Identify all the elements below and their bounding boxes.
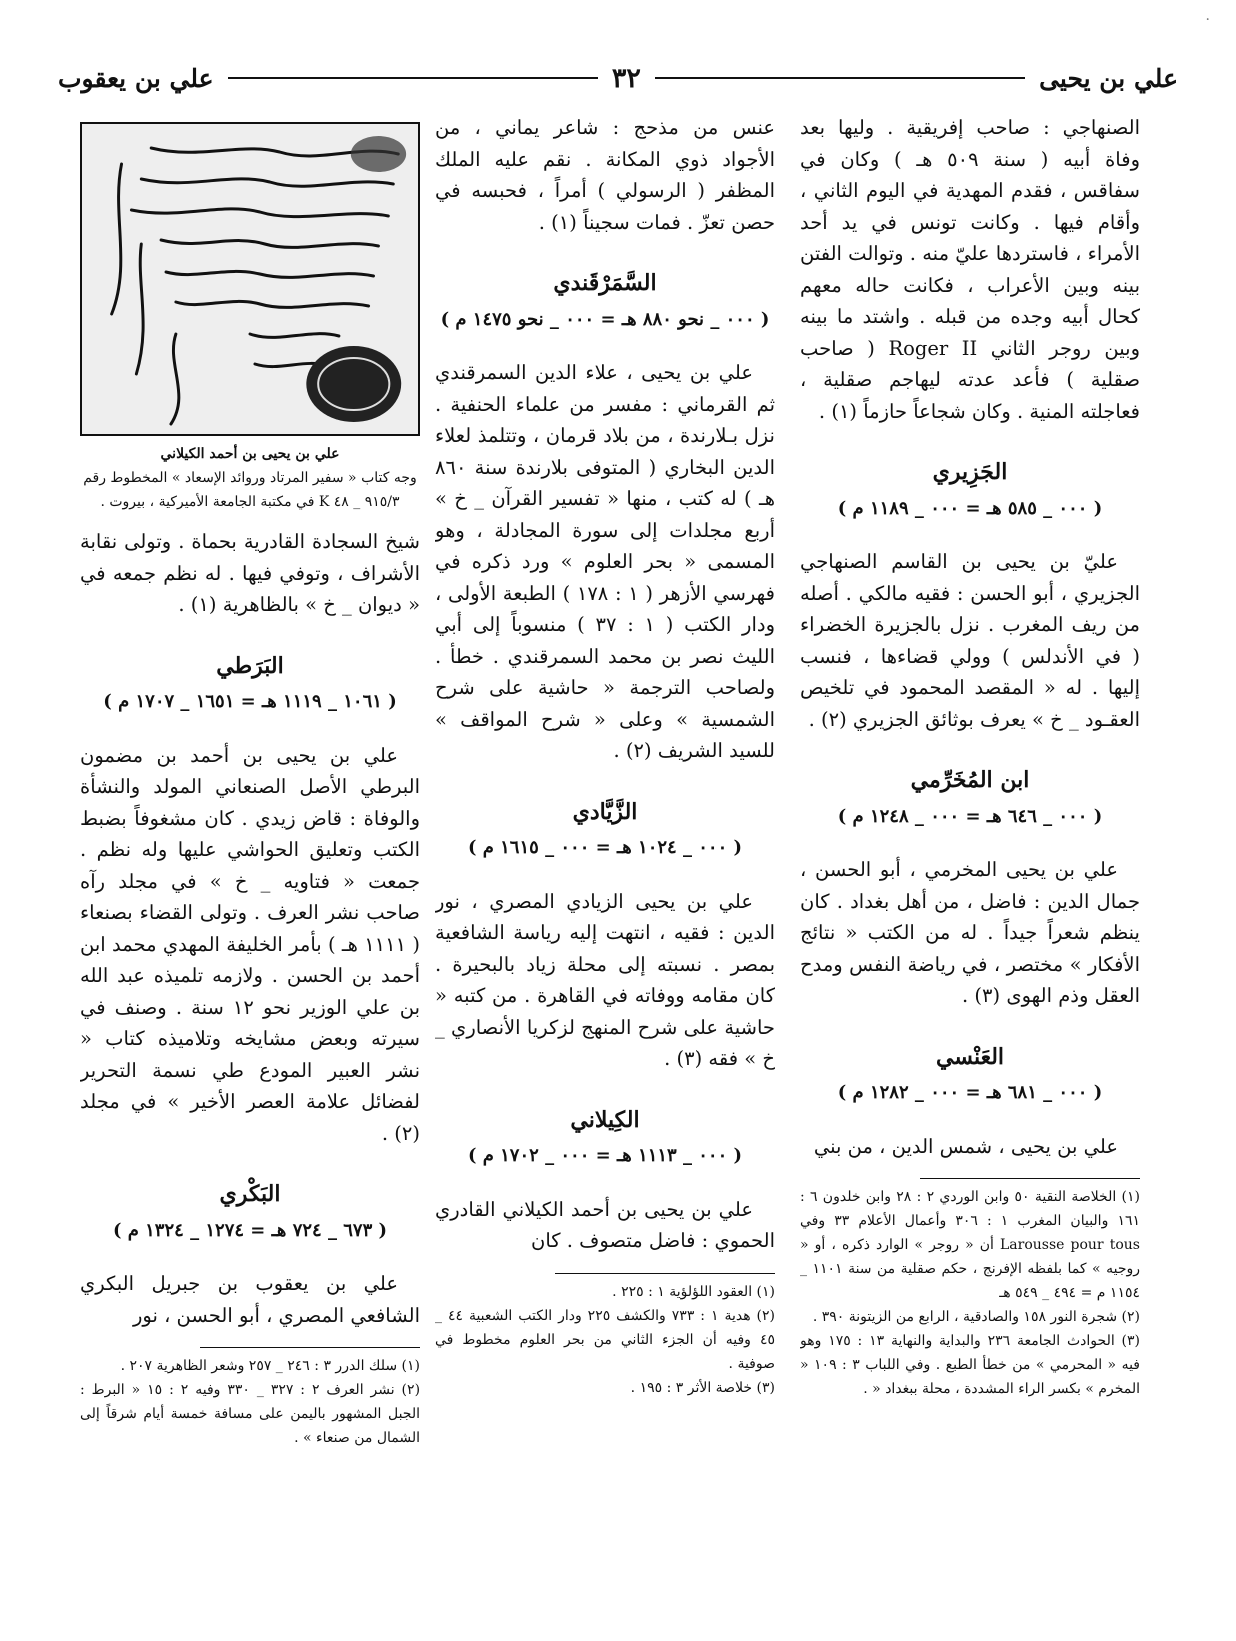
footnote-rule xyxy=(200,1347,420,1348)
header-rule-right xyxy=(655,77,1025,79)
manuscript-image xyxy=(80,122,420,436)
caption-text: وجه كتاب « سفير المرتاد وروائد الإسعاد » المخطوط رقم ٩١٥/٣ _ ٤٨ K في مكتبة الجامعة الأميركية ، بيروت . xyxy=(83,470,417,510)
footnotes xyxy=(435,1280,775,1400)
entry-dates: ( ١٠٦١ _ ١١١٩ هـ = ١٦٥١ _ ١٧٠٧ م ) xyxy=(103,691,397,712)
header-right-title: علي بن يحيى xyxy=(1039,63,1178,93)
entry-title: الزَّيَّادي xyxy=(572,798,638,825)
footnote: (٢) هدية ١ : ٧٣٣ والكشف ٢٢٥ ودار الكتب الشعبية ٤٤ _ ٤٥ وفيه أن الجزء الثاني من بحر العلوم مخطوط في صوفية . xyxy=(435,1307,775,1372)
footnote: (٢) شجرة النور ١٥٨ والصادقية ، الرابع من الزيتونة ٣٩٠ . xyxy=(812,1309,1140,1325)
entry-text: علي بن يحيى بن أحمد بن مضمون البرطي الأصل الصنعاني المولد والنشأة والوفاة : قاض زيدي . كان مشغوفاً بضبط الكتب وتعليق الحواشي عليها وله نظم . جمعت « فتاويه _ خ » في مجلد رآه صاحب نشر العرف . وتولى القضاء بصنعاء ( ١١١١ هـ ) بأمر الخليفة المهدي محمد ابن أحمد بن الحسن . ولازمه تلميذه عبد الله بن علي الوزير نحو ١٢ سنة . وصنف في سيرته وبعض مشايخه وتلاميذه كتاب « نشر العبير المودع طي نسمة التحرير لفضائل علامة العصر الأخير » في مجلد (٢) . xyxy=(80,743,420,1145)
footnote: (٢) نشر العرف ٢ : ٣٢٧ _ ٣٣٠ وفيه ٢ : ١٥ « البرط : الجبل المشهور باليمن على مسافة خمسة أيام شرقاً إلى الشمال من صنعاء » . xyxy=(80,1382,420,1446)
entry-text: عليّ بن يحيى بن القاسم الصنهاجي الجزيري ، أبو الحسن : فقيه مالكي . أصله من ريف المغرب . نزل بالجزيرة الخضراء ( في الأندلس ) وولي قضاءها ، فنسب إليها . له « المقصد المحمود في تلخيص العقـود _ خ » يعرف بوثائق الجزيري (٢) . xyxy=(800,550,1140,731)
footnote: (١) سلك الدرر ٣ : ٢٤٦ _ ٢٥٧ وشعر الظاهرية ٢٠٧ . xyxy=(120,1358,420,1374)
entry-dates: ( ٠٠٠ _ ٦٨١ هـ = ٠٠٠ _ ١٢٨٢ م ) xyxy=(837,1082,1103,1103)
footnotes xyxy=(80,1354,420,1450)
entry-dates: ( ٠٠٠ _ ١٠٢٤ هـ = ٠٠٠ _ ١٦١٥ م ) xyxy=(467,837,743,858)
entry-dates: ( ٠٠٠ _ نحو ٨٨٠ هـ = ٠٠٠ _ نحو ١٤٧٥ م ) xyxy=(440,308,770,330)
entry-title: العَنْسي xyxy=(935,1043,1005,1070)
entry-text: علي بن يحيى ، علاء الدين السمرقندي ثم القرماني : مفسر من علماء الحنفية . نزل بـلارندة ، من بلاد قرمان ، وتتلمذ لعلاء الدين البخاري ( المتوفى بلارندة سنة ٨٦٠ هـ ) له كتب ، منها « تفسير القرآن _ خ » أربع مجلدات إلى سورة المجادلة ، وهو المسمى « بحر العلوم » ورد ذكره في فهرسي الأزهر ( ١ : ١٧٨ ) الطبعة الأولى ، ودار الكتب ( ١ : ٣٧ ) منسوباً إلى أبي الليث نصر بن محمد السمرقندي . خطأ . ولصاحب الترجمة « حاشية على شرح الشمسية » وعلى « شرح المواقف » للسيد الشريف (٢) . xyxy=(435,361,775,762)
page-mark: · xyxy=(1205,12,1210,28)
caption-title: علي بن يحيى بن أحمد الكيلاني xyxy=(160,446,340,462)
entry-dates: ( ٠٠٠ _ ٥٨٥ هـ = ٠٠٠ _ ١١٨٩ م ) xyxy=(837,497,1103,519)
left-column xyxy=(80,112,420,1601)
entry-title: الجَزِيري xyxy=(932,459,1008,485)
entry-text: علي بن يحيى بن أحمد الكيلاني القادري الحموي : فاضل متصوف . كان xyxy=(435,1197,775,1252)
entry-text: علي بن يحيى ، شمس الدين ، من بني xyxy=(813,1134,1118,1158)
footnote-rule xyxy=(920,1178,1140,1179)
entry-text: علي بن يعقوب بن جبريل البكري الشافعي المصري ، أبو الحسن ، نور xyxy=(80,1272,420,1327)
footnote: (٣) الحوادث الجامعة ٢٣٦ والبداية والنهاية ١٣ : ١٧٥ وهو فيه « المحرمي » من خطأ الطبع . وفي اللباب ٣ : ١٠٩ « المخرم » بكسر الراء المشددة ، محلة ببغداد « . xyxy=(800,1333,1140,1397)
page-number: ٣٢ xyxy=(611,62,641,94)
page-header xyxy=(58,58,1178,98)
right-column xyxy=(800,112,1140,1601)
continuation-text: الصنهاجي : صاحب إفريقية . وليها بعد وفاة أبيه ( سنة ٥٠٩ هـ ) وكان في سفاقس ، فقدم المهدية في اليوم الثاني ، وأقام فيها . وكانت تونس في يد أحد الأمراء ، فاستردها عليّ منه . وتوالت الفتن بينه وبين الأعراب ، فكانت حاله معهم كحال أبيه وجده من قبله . واشتد ما بينه وبين روجر الثاني Roger II ( صاحب صقلية ) فأعد عدته ليهاجم صقلية ، فعاجلته المنية . وكان شجاعاً حازماً (١) . xyxy=(800,116,1140,423)
entry-title: ابن المُخَرِّمي xyxy=(910,767,1030,793)
footnote: (٣) خلاصة الأثر ٣ : ١٩٥ . xyxy=(630,1379,775,1396)
entry-title: السَّمَرْقَندي xyxy=(553,270,657,296)
continuation-text: عنس من مذحج : شاعر يماني ، من الأجواد ذوي المكانة . نقم عليه الملك المظفر ( الرسولي ) أمراً ، فحبسه في حصن تعزّ . فمات سجيناً (١) . xyxy=(435,116,775,234)
footnote: (١) العقود اللؤلؤية ١ : ٢٢٥ . xyxy=(612,1283,775,1300)
footnotes xyxy=(800,1185,1140,1401)
entry-dates: ( ٠٠٠ _ ١١١٣ هـ = ٠٠٠ _ ١٧٠٢ م ) xyxy=(467,1145,743,1166)
header-left-title: علي بن يعقوب xyxy=(58,63,214,93)
entry-title: البَرَطي xyxy=(216,652,284,679)
continuation-text: شيخ السجادة القادرية بحماة . وتولى نقابة الأشراف ، وتوفي فيها . له نظم جمعه في « ديوان _ خ » بالظاهرية (١) . xyxy=(80,530,420,616)
header-rule-left xyxy=(228,77,598,79)
footnote-rule xyxy=(555,1273,775,1274)
footnote: (١) الخلاصة النقية ٥٠ وابن الوردي ٢ : ٢٨ وابن خلدون ٦ : ١٦١ والبيان المغرب ١ : ٣٠٦ وأعمال الأعلام ٣٣ وفي Larousse pour tous أن « روجر » الوارد ذكره ، أو « روجيه » كما بلفظه الإفرنج ، حكم صقلية من سنة ١١٠١ _ ١١٥٤ م = ٤٩٤ _ ٥٤٩ هـ xyxy=(800,1189,1140,1301)
entry-title: الكِيلاني xyxy=(570,1106,640,1133)
image-caption xyxy=(80,442,420,514)
manuscript-handwriting-graphic xyxy=(82,124,418,434)
middle-column xyxy=(435,112,775,1601)
entry-text: علي بن يحيى الزيادي المصري ، نور الدين : فقيه ، انتهت إليه رياسة الشافعية بمصر . نسبته إلى محلة زياد بالبحيرة . كان مقامه ووفاته في القاهرة . من كتبه « حاشية على شرح المنهج لزكريا الأنصاري _ خ » فقه (٣) . xyxy=(435,889,775,1070)
entry-title: البَكْري xyxy=(219,1181,281,1207)
entry-dates: ( ٠٠٠ _ ٦٤٦ هـ = ٠٠٠ _ ١٢٤٨ م ) xyxy=(837,805,1103,827)
entry-text: علي بن يحيى المخرمي ، أبو الحسن ، جمال الدين : فاضل ، من أهل بغداد . كان ينظم شعراً جيداً . له من الكتب « نتائج الأفكار » مختصر ، في رياضة النفس ومدح العقل وذم الهوى (٣) . xyxy=(800,858,1140,1007)
entry-dates: ( ٦٧٣ _ ٧٢٤ هـ = ١٢٧٤ _ ١٣٢٤ م ) xyxy=(112,1219,388,1241)
